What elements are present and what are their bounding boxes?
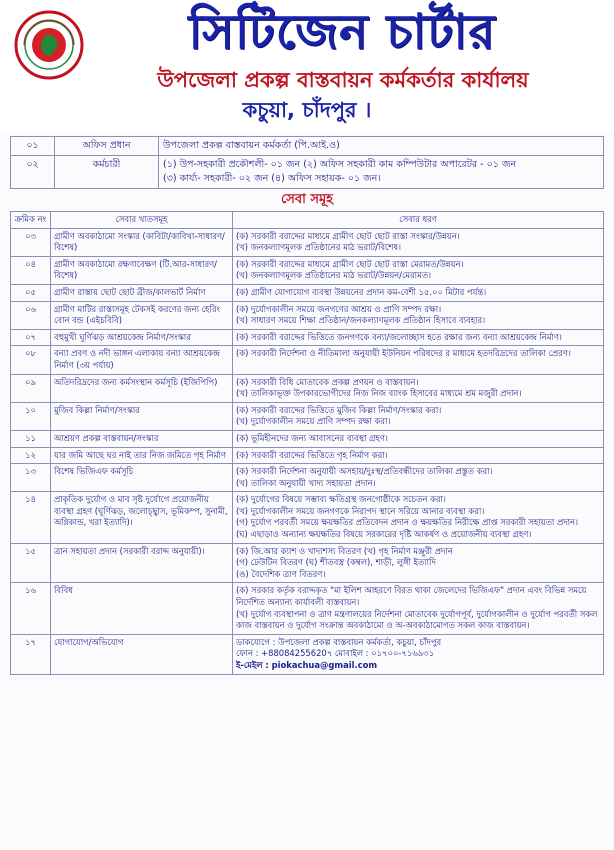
service-details [233,228,604,256]
service-no: ১৩ [11,464,51,492]
service-detail-line: (খ) দুর্যোগকালীন সময়ে প্রাণি সম্পদ রক্ষা করা। [236,416,391,427]
service-detail-line: (ক) দুর্যোগের বিষয়ে সম্ভাব্য ক্ষতিগ্রস্থ জনগোষ্ঠীকে সচেতন করা। [236,494,446,505]
service-no: ১৬ [11,583,51,634]
info-row [11,156,604,189]
table-row [11,492,604,543]
service-detail-line: (ক) সরকারী বিধি মোতাবেক প্রকল্প প্রণয়ন ও বাস্তবায়ন। [236,376,419,387]
service-details [233,301,604,329]
info-value: উপজেলা প্রকল্প বাস্তবায়ন কর্মকর্তা (পি.আই.ও) [159,137,604,156]
service-details [233,583,604,634]
service-details [233,430,604,447]
table-row [11,447,604,464]
service-no: ০৪ [11,256,51,284]
service-no: ০৯ [11,374,51,402]
service-detail-line: (ক) সরকারী নির্দেশনা অনুযায়ী অসহায়/দুঃস্থ/প্রতিবন্ধীদের তালিকা প্রস্তুত করা। [236,466,493,477]
table-row [11,228,604,256]
service-no: ১৪ [11,492,51,543]
info-value-line: (৩) কার্য্য- সহকারী- ০২ জন (৪) অফিস সহায়ক- ০১ জন। [163,173,381,184]
info-value-line: (১) উপ-সহকারী প্রকৌশলী- ০১ জন (২) অফিস সহকারী কাম কম্পিউটার অপারেটর - ০১ জন [163,159,517,170]
service-name: যোগাযোগ/অভিযোগ [51,634,233,674]
service-name: বিশেষ ভিজিএফ কর্মসূচি [51,464,233,492]
service-name: যার জমি আছে ঘর নাই তার নিজ জমিতে গৃহ নির্মাণ [51,447,233,464]
page-title: সিটিজেন চার্টার [188,4,496,60]
service-no: ০৬ [11,301,51,329]
service-details [233,492,604,543]
service-detail-line: (ক) সরকারী বরাদ্দের ভিত্তিতে মুজিব কিল্লা নির্মাণ/সংস্কার করা। [236,404,442,415]
service-name: গ্রামীণ রাস্তায় ছোট ছোট ব্রীজ/কালভার্ট নির্মাণ [51,284,233,301]
service-details [233,447,604,464]
table-row [11,346,604,374]
service-name: প্রাকৃতিক দুর্যোগ ও মাব সৃষ্ট দুর্যোগে প্রয়োজনীয় ব্যবস্থা গ্রহণ (ঘূর্ণিঝড়, জলোচ্ছ্বাস, ভূমিকম্প, সুনামী, অগ্নিকান্ড, খরা ইত্যাদি)। [51,492,233,543]
service-details [233,346,604,374]
info-label: অফিস প্রধান [55,137,159,156]
table-row [11,374,604,402]
services-table [10,211,604,675]
service-name: অতিদরিদ্রদের জন্য কর্মসংস্থান কর্মসূচি (ইজিপিপি) [51,374,233,402]
table-row [11,301,604,329]
services-table-body [11,228,604,674]
column-header-name: সেবার খাতসমূহ [51,212,233,229]
service-detail-line: (ক) জি.আর ক্যাশ ও খাদ্যশস্য বিতরণ (খ) গৃহ নির্মাণ মঞ্জুরী প্রদান [236,545,453,556]
table-row [11,583,604,634]
service-detail-line: (ক) দুর্যোগকালীন সময়ে জনগণের আশ্রয় ও প্রাণি সম্পদ রক্ষা। [236,303,442,314]
table-row [11,402,604,430]
service-name: গ্রামীণ মাটির রাস্তাসমূহ টেকসই করণের জন্য হেরিং বোন বন্ড (এইচবিবি) [51,301,233,329]
service-detail-line: (ক) সরকারী বরাদ্দের মাধ্যমে গ্রামীণ ছোট ছোট রাস্তা মেরামত/উন্নয়ন। [236,258,464,269]
info-value [159,156,604,189]
service-detail-line: (ক) সরকারী নির্দেশনা ও নীতিমালা অনুযায়ী ইউনিয়ন পরিষদের র মাধ্যমে হতদরিদ্রদের তালিকা প্রেরণ। [236,348,571,359]
service-details [233,329,604,346]
service-detail-line: (ক) গ্রামীণ যোগাযোগ ব্যবস্থা উন্নয়নের প্রদান কম-বেশী ১৫.০০ মিটার পর্যন্ত। [236,286,487,297]
table-row [11,329,604,346]
info-no: ০২ [11,156,55,189]
service-name: আশ্রয়ণ প্রকল্প বাস্তবায়ন/সংস্কার [51,430,233,447]
service-details [233,256,604,284]
table-row [11,464,604,492]
table-row [11,284,604,301]
service-no: ১৫ [11,543,51,583]
service-name: ত্রান সহায়তা প্রদান (সরকারী বরাদ্দ অনুযায়ী)। [51,543,233,583]
table-row [11,256,604,284]
service-name: বহুমুখী ঘূর্ণিঝড় আশ্রয়কেন্দ্র নির্মাণ/সংস্কার [51,329,233,346]
service-detail-line: (গ) দুর্যোগ পরবর্তী সময়ে ক্ষয়ক্ষতির প্রতিবেদন প্রদান ও ক্ষয়ক্ষতির নিরীক্ষে প্রাপ্ত সরকারী সহায়তা প্রদান। [236,517,579,528]
service-detail-line: ই-মেইল : piokachua@gmail.com [236,660,378,670]
service-detail-line: (ক) সরকারী বরাদ্দের ভিত্তিতে জনগণকে বন্যা/জলোচ্ছাস হতে রক্ষার জন্য বন্যা আশ্রয়কেন্দ্র নির্মাণ। [236,331,562,342]
service-details [233,464,604,492]
service-detail-line: (ক) সরকার কর্তৃক বরাদ্দকৃত "মা ইলিশ আহরণে বিরত থাকা জেলেদের ভিজিএফ" প্রদান এবং বিভিন্ন সময়ে নির্দেশিত অন্যান্য কার্যাবলী বাস্তবায়ন। [236,585,587,608]
info-row [11,137,604,156]
service-detail-line: (ক) সরকারী বরাদ্দের মাধ্যমে গ্রামীণ ছোট ছোট রাস্তা সংস্কার/উন্নয়ন। [236,230,460,241]
service-detail-line: (খ) দুর্যোগকালীন সময়ে জনগণকে নিরাপদ স্থানে সরিয়ে আনার ব্যবস্থা করা। [236,505,485,516]
service-no: ১০ [11,402,51,430]
office-location: কচুয়া, চাঁদপুর । [242,98,372,122]
service-detail-line: (ঘ) এছাড়াও অন্যান্য ক্ষয়ক্ষতির বিষয়ে সরকারের দৃষ্টি আকর্ষণ ও প্রয়োজনীয় ব্যবস্থা গ্রহণ। [236,529,532,540]
service-detail-line: (খ) তালিকাভূক্ত উপকারভোগীদের নিজ নিজ ব্যাংক হিসাবের মাধ্যমে শ্রম মজুরী প্রদান। [236,388,522,399]
column-header-detail: সেবার ধরণ [233,212,604,229]
service-detail-line: (ঙ) বৈদেশিক ত্রাণ বিতরণ। [236,568,326,579]
service-detail-line: (খ) সাধারণ সময়ে শিক্ষা প্রতিষ্ঠান/জনকল্যাণমূলক প্রতিষ্ঠান হিসাবে ব্যবহার। [236,315,486,326]
table-row [11,634,604,674]
table-row [11,430,604,447]
service-no: ১৭ [11,634,51,674]
service-name: মুজিব কিল্লা নির্মাণ/সংস্কার [51,402,233,430]
service-no: ১১ [11,430,51,447]
table-header-row [11,212,604,229]
service-name: বিবিধ [51,583,233,634]
service-details [233,374,604,402]
service-details [233,402,604,430]
service-detail-line: (ক) ভূমিহীনদের জন্য আবাসনের ব্যবস্থা গ্রহণ। [236,432,388,443]
service-name: গ্রামীণ অবকাঠামো রক্ষণাবেক্ষণ (টি.আর-সাধারণ/বিশেষ) [51,256,233,284]
service-no: ০৮ [11,346,51,374]
service-details [233,284,604,301]
service-no: ০৩ [11,228,51,256]
service-details [233,634,604,674]
service-detail-line: (ক) সরকারী বরাদ্দের ভিত্তিতে গৃহ নির্মাণ করা। [236,449,388,460]
service-no: ০৭ [11,329,51,346]
service-name: বন্যা প্রবণ ও নদী ভাঙ্গন এলাকায় বন্যা আশ্রয়কেন্দ্র নির্মাণ (৩য় পর্যায়) [51,346,233,374]
office-name: উপজেলা প্রকল্প বাস্তবায়ন কর্মকর্তার কার্যালয় [157,68,529,92]
info-label: কর্মচারী [55,156,159,189]
service-detail-line: ফোন : +88084255620৭ মোবাইল : ০১৭০০-৭১৬৯৩১ [236,648,435,659]
service-name: গ্রামীণ অবকাঠামো সংস্কার (কাবিটা/কাবিখা-সাধারণ/বিশেষ) [51,228,233,256]
service-detail-line: (খ) জনকল্যাণমূলক প্রতিষ্ঠানের মাঠ ভরাট/উন্নয়ন/মেরামত। [236,270,432,281]
header [0,0,614,132]
service-no: ০৫ [11,284,51,301]
service-detail-line: (খ) তালিকা অনুযায়ী খাদ্য সহায়তা প্রদান। [236,477,376,488]
office-info-table [10,136,604,189]
info-no: ০১ [11,137,55,156]
service-detail-line: (গ) ঢেউটিন বিতরণ (ঘ) শীতবস্ত্র (কম্বল), শাড়ী, লুঙ্গী ইত্যাদি [236,557,436,568]
service-detail-line: ডাকযোগে : উপজেলা প্রকল্প বাস্তবায়ন কর্মকর্তা, কচুয়া, চাঁদপুর [236,636,442,647]
service-no: ১২ [11,447,51,464]
table-row [11,543,604,583]
service-detail-line: (খ) দুর্যোগ ব্যবস্থাপনা ও ত্রাণ মন্ত্রণালয়ের নির্দেশনা মোতাবেক দুর্যোগপূর্ব, দুর্যোগকালীন ও দুর্যোগ পরবর্তী সকল কাজ বাস্তবায়ন ও দুর্যোগ সংক্রান্ত অবকাঠামো ও অ-অবকাঠামোগত সকল কাজ বাস্তবায়ন। [236,608,598,631]
government-seal-icon [14,10,84,80]
section-title: সেবা সমূহ [280,192,334,207]
service-details [233,543,604,583]
column-header-no: ক্রমিক নং [11,212,51,229]
service-detail-line: (খ) জনকল্যাণমূলক প্রতিষ্ঠানের মাঠ ভরাট/বিশেষ। [236,242,401,253]
